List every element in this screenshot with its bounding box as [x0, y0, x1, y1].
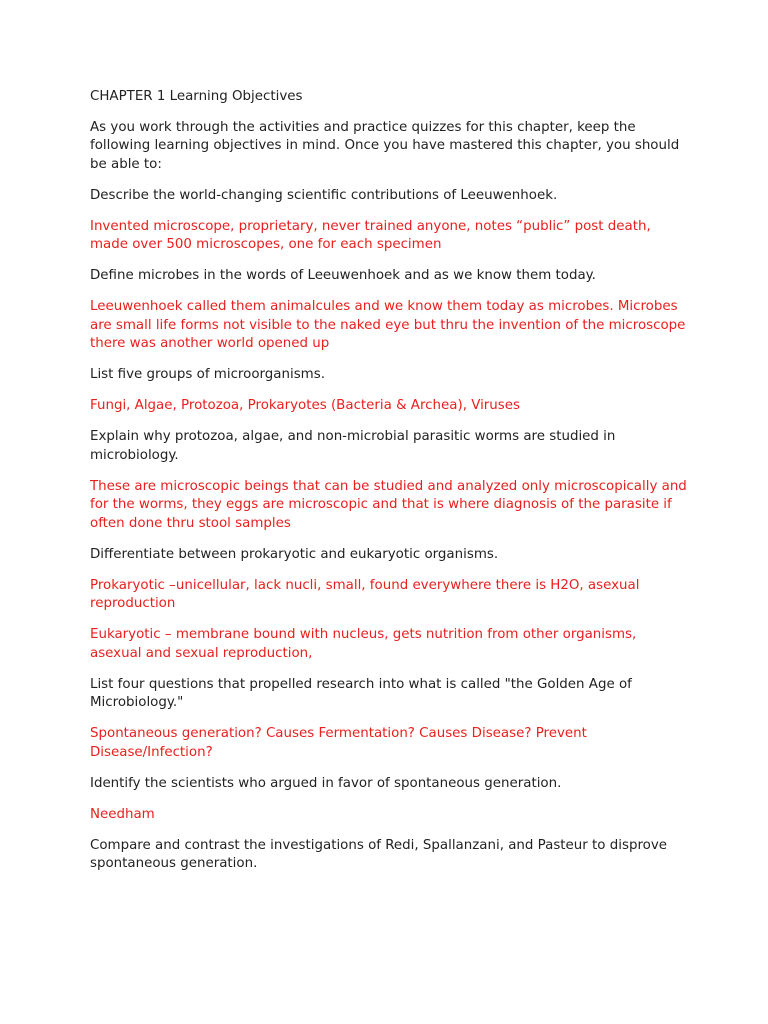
objective-answer: Needham [90, 806, 155, 822]
objective-question: List five groups of microorganisms. [90, 367, 325, 382]
intro-paragraph: As you work through the activities and practice quizzes for this chapter, keep the following learning objectives in mind. Once you have mastered this chapter, you should be able to: [90, 119, 680, 172]
objective-question: Explain why protozoa, algae, and non-microbial parasitic worms are studied in microbiology. [90, 429, 616, 463]
objective-answer: These are microscopic beings that can be studied and analyzed only microscopically and for the worms, they eggs are microscopic and that is where diagnosis of the parasite if often done thru stool samples [90, 478, 687, 531]
objective-answer: Leeuwenhoek called them animalcules and we know them today as microbes. Microbes are small life forms not visible to the naked eye but thru the invention of the microscope there was another world opened up [90, 299, 686, 351]
objective-answer: Prokaryotic –unicellular, lack nucli, small, found everywhere there is H2O, asexual reproduction [90, 577, 640, 611]
objective-question: Identify the scientists who argued in favor of spontaneous generation. [90, 775, 562, 791]
objective-question: Define microbes in the words of Leeuwenhoek and as we know them today. [90, 268, 596, 283]
objective-answer: Fungi, Algae, Protozoa, Prokaryotes (Bacteria & Archea), Viruses [90, 398, 520, 413]
objective-question: Compare and contrast the investigations of Redi, Spallanzani, and Pasteur to disprove spontaneous generation. [90, 837, 668, 871]
objective-question: Differentiate between prokaryotic and eukaryotic organisms. [90, 546, 499, 562]
document-body [90, 88, 690, 886]
objective-question: Describe the world-changing scientific contributions of Leeuwenhoek. [90, 187, 558, 203]
objective-answer: Eukaryotic – membrane bound with nucleus, gets nutrition from other organisms, asexual and sexual reproduction, [90, 627, 637, 661]
objective-answer: Invented microscope, proprietary, never trained anyone, notes “public” post death, made over 500 microscopes, one for each specimen [90, 218, 651, 252]
chapter-title: CHAPTER 1 Learning Objectives [90, 89, 303, 104]
objective-answer: Spontaneous generation? Causes Fermentation? Causes Disease? Prevent Disease/Infection? [90, 726, 587, 760]
objective-question: List four questions that propelled research into what is called "the Golden Age of Microbiology." [90, 676, 632, 710]
